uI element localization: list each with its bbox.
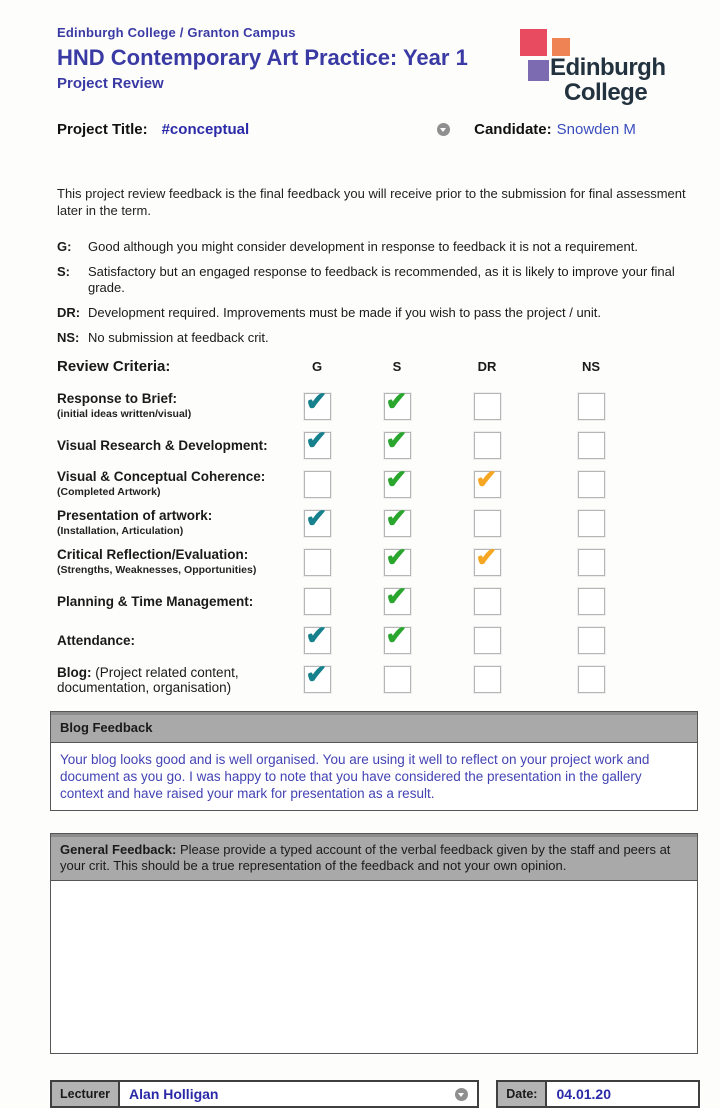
checkmark-green-icon: ✔: [385, 425, 408, 455]
checkmark-teal-icon: ✔: [305, 620, 328, 650]
blog-feedback-panel: [50, 711, 698, 811]
criteria-row-label: Visual Research & Development:: [57, 438, 268, 453]
lecturer-field[interactable]: [120, 1080, 479, 1108]
blog-feedback-heading: [51, 712, 697, 743]
column-header-s: S: [392, 359, 402, 374]
logo-line1: Edinburgh: [550, 54, 666, 81]
checkbox-s[interactable]: [384, 503, 411, 537]
checkbox-g[interactable]: [304, 386, 331, 420]
checkbox-ns[interactable]: [578, 549, 605, 576]
page-subtitle: Project Review: [57, 75, 164, 92]
field-gap: [479, 1080, 496, 1108]
criteria-row: [57, 582, 700, 621]
checkbox-dr[interactable]: [474, 464, 501, 498]
checkbox-ns[interactable]: [578, 666, 605, 693]
checkmark-green-icon: ✔: [385, 386, 408, 416]
page-title: HND Contemporary Art Practice: Year 1: [57, 45, 468, 70]
criteria-rows: [57, 387, 700, 699]
project-title-label: Project Title:: [57, 121, 148, 138]
checkbox-g[interactable]: [304, 620, 331, 654]
edinburgh-college-logo: [513, 25, 698, 105]
meta-row: [57, 121, 700, 138]
legend-key: NS:: [57, 330, 80, 345]
criteria-row-label: Presentation of artwork: (Installation, Articulation): [57, 508, 289, 539]
blog-feedback-title: Blog Feedback: [60, 720, 153, 735]
criteria-row-label: Planning & Time Management:: [57, 594, 254, 609]
general-feedback-field[interactable]: [51, 881, 697, 1053]
checkbox-g[interactable]: [304, 425, 331, 459]
legend-key: G:: [57, 239, 72, 254]
legend-text: Satisfactory but an engaged response to feedback is recommended, as it is likely to improve your final grade.: [88, 264, 675, 295]
criteria-row: [57, 504, 700, 543]
date-label: Date:: [496, 1080, 547, 1108]
grade-legend: [57, 239, 700, 346]
lecturer-value: Alan Holligan: [129, 1086, 219, 1102]
checkmark-teal-icon: ✔: [305, 503, 328, 533]
criteria-row: [57, 465, 700, 504]
checkbox-s[interactable]: [384, 542, 411, 576]
legend-key: S:: [57, 264, 70, 279]
date-value: 04.01.20: [556, 1086, 611, 1102]
criteria-row-label: Critical Reflection/Evaluation: (Strengths, Weaknesses, Opportunities): [57, 547, 289, 578]
checkbox-ns[interactable]: [578, 471, 605, 498]
signature-row: [50, 1080, 700, 1108]
blog-feedback-field[interactable]: Your blog looks good and is well organised. You are using it well to reflect on your project work and document as you go. I was happy to note that you have considered the presentation in the gallery context and have raised your mark for presentation as a result.: [51, 743, 697, 810]
column-header-dr: DR: [477, 359, 497, 374]
checkmark-orange-icon: ✔: [475, 542, 498, 572]
general-feedback-instructions: Please provide a typed account of the verbal feedback given by the staff and peers at your crit. This should be a true representation of the feedback and not your own opinion.: [60, 842, 671, 873]
criteria-heading: Review Criteria:: [57, 358, 171, 375]
checkbox-g[interactable]: [304, 588, 331, 615]
checkbox-ns[interactable]: [578, 510, 605, 537]
checkbox-ns[interactable]: [578, 393, 605, 420]
legend-text: Good although you might consider development in response to feedback it is not a requirement.: [88, 239, 638, 254]
legend-text: No submission at feedback crit.: [88, 330, 269, 345]
legend-item-s: [57, 264, 700, 296]
criteria-row: [57, 426, 700, 465]
column-header-g: G: [311, 359, 323, 374]
criteria-row: [57, 543, 700, 582]
criteria-row: [57, 621, 700, 660]
checkbox-ns[interactable]: [578, 588, 605, 615]
legend-item-ns: [57, 330, 700, 346]
checkbox-g[interactable]: [304, 503, 331, 537]
checkmark-teal-icon: ✔: [305, 659, 328, 689]
criteria-row-sublabel: (Strengths, Weaknesses, Opportunities): [57, 564, 257, 576]
checkmark-green-icon: ✔: [385, 581, 408, 611]
checkmark-green-icon: ✔: [385, 542, 408, 572]
checkmark-teal-icon: ✔: [305, 386, 328, 416]
intro-text: This project review feedback is the final feedback you will receive prior to the submission for final assessment later in the term.: [57, 186, 686, 218]
criteria-row: [57, 387, 700, 426]
checkbox-dr[interactable]: [474, 432, 501, 459]
legend-text: Development required. Improvements must be made if you wish to pass the project / unit.: [88, 305, 602, 320]
criteria-row-sublabel: (initial ideas written/visual): [57, 408, 192, 420]
checkbox-dr[interactable]: [474, 666, 501, 693]
checkbox-s[interactable]: [384, 386, 411, 420]
checkmark-orange-icon: ✔: [475, 464, 498, 494]
form-header: [57, 25, 700, 105]
criteria-row-label: Response to Brief: (initial ideas written/visual): [57, 391, 289, 422]
lecturer-label: Lecturer: [50, 1080, 120, 1108]
checkbox-g[interactable]: [304, 471, 331, 498]
header-titles: [57, 25, 468, 105]
criteria-row-sublabel: (Completed Artwork): [57, 486, 161, 498]
checkmark-teal-icon: ✔: [305, 425, 328, 455]
criteria-row-sublabel: (Installation, Articulation): [57, 525, 184, 537]
checkbox-s[interactable]: [384, 620, 411, 654]
checkbox-g[interactable]: [304, 659, 331, 693]
checkbox-ns[interactable]: [578, 432, 605, 459]
logo-line2: College: [564, 79, 648, 106]
date-field[interactable]: [547, 1080, 700, 1108]
legend-key: DR:: [57, 305, 81, 320]
checkbox-g[interactable]: [304, 549, 331, 576]
logo-square-red-icon: [520, 29, 547, 56]
criteria-row-label: Visual & Conceptual Coherence: (Completed Artwork): [57, 469, 289, 500]
breadcrumb: Edinburgh College / Granton Campus: [57, 25, 296, 40]
criteria-row-label: Blog: (Project related content, documentation, organisation): [57, 664, 239, 695]
general-feedback-title: General Feedback:: [60, 842, 177, 857]
checkbox-dr[interactable]: [474, 627, 501, 654]
checkbox-dr[interactable]: [474, 588, 501, 615]
checkbox-ns[interactable]: [578, 627, 605, 654]
legend-item-dr: [57, 305, 700, 321]
checkbox-dr[interactable]: [474, 542, 501, 576]
review-criteria-table: [57, 358, 700, 699]
criteria-row-label: Attendance:: [57, 633, 136, 648]
criteria-row: [57, 660, 700, 699]
checkbox-s[interactable]: [384, 581, 411, 615]
checkbox-dr[interactable]: [474, 510, 501, 537]
checkbox-s[interactable]: [384, 666, 411, 693]
criteria-header-row: [57, 358, 700, 375]
lecturer-dropdown-icon[interactable]: [455, 1088, 468, 1101]
checkbox-s[interactable]: [384, 464, 411, 498]
project-title-field[interactable]: #conceptual: [161, 121, 250, 138]
logo-wordmark: [550, 55, 665, 105]
legend-item-g: [57, 239, 700, 255]
checkmark-green-icon: ✔: [385, 503, 408, 533]
logo-square-purple-icon: [528, 60, 549, 81]
checkbox-s[interactable]: [384, 425, 411, 459]
general-feedback-heading: [51, 834, 697, 881]
checkmark-green-icon: ✔: [385, 464, 408, 494]
candidate-label: Candidate:: [474, 121, 552, 138]
candidate-dropdown-icon[interactable]: [437, 123, 450, 136]
general-feedback-panel: [50, 833, 698, 1054]
column-header-ns: NS: [581, 359, 601, 374]
candidate-field[interactable]: Snowden M: [556, 121, 636, 138]
checkbox-dr[interactable]: [474, 393, 501, 420]
checkmark-green-icon: ✔: [385, 620, 408, 650]
